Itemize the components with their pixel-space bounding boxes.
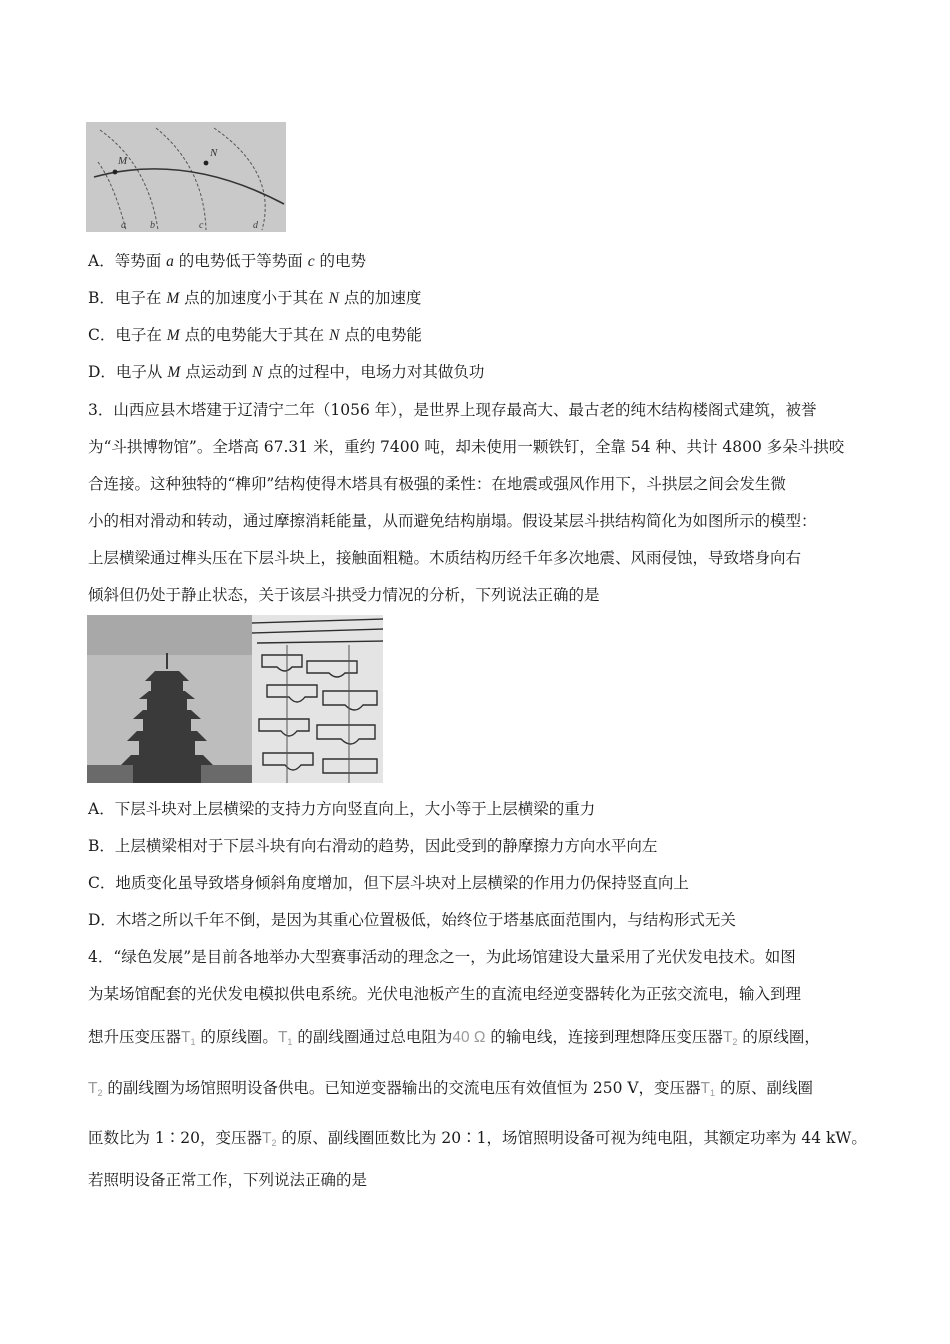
symbol-t1: T [277, 1029, 288, 1046]
label-d: d [253, 220, 258, 231]
q2-option-d: D．电子从 M 点运动到 N 点的过程中，电场力对其做负功 [88, 363, 485, 381]
label-a: a [121, 220, 126, 231]
bracket-background [252, 615, 383, 783]
q3-stem-line-6: 倾斜但仍处于静止状态，关于该层斗拱受力情况的分析，下列说法正确的是 [88, 586, 600, 604]
q3-stem-line-3: 合连接。这种独特的“榫卯”结构使得木塔具有极强的柔性：在地震或强风作用下，斗拱层之间会发生微 [88, 475, 786, 493]
tower-and-bracket-image [87, 615, 383, 783]
q4-stem-line-6: 若照明设备正常工作，下列说法正确的是 [88, 1171, 368, 1189]
q3-stem-line-1: 3．山西应县木塔建于辽清宁二年（1056 年），是世界上现存最高大、最古老的纯木结构楼阁式建筑，被誉 [88, 401, 817, 419]
q3-stem-line-5: 上层横梁通过榫头压在下层斗块上，接触面粗糙。木质结构历经千年多次地震、风雨侵蚀，导致塔身向右 [88, 549, 802, 567]
q3-option-c: C．地质变化虽导致塔身倾斜角度增加，但下层斗块对上层横梁的作用力仍保持竖直向上 [88, 874, 689, 892]
symbol-t1: T [181, 1029, 191, 1046]
symbol-t2: T [88, 1080, 98, 1097]
figure-equipotential [86, 122, 286, 232]
label-c: c [199, 220, 204, 231]
symbol-t2: T [722, 1029, 733, 1046]
q3-stem-line-2: 为“斗拱博物馆”。全塔高 67.31 米，重约 7400 吨，却未使用一颗铁钉，全靠 54 种、共计 4800 多朵斗拱咬 [88, 438, 845, 456]
q4-stem-line-1: 4．“绿色发展”是目前各地举办大型赛事活动的理念之一，为此场馆建设大量采用了光伏发电技术。如图 [88, 948, 796, 966]
q3-option-d: D．木塔之所以千年不倒，是因为其重心位置极低，始终位于塔基底面范围内，与结构形式无关 [88, 911, 736, 929]
q4-stem-line-5: 匝数比为 1∶20，变压器$T_2$ 的原、副线圈匝数比为 20∶1，场馆照明设备可视为纯电阻，其额定功率为 44 kW。 [88, 1129, 867, 1148]
label-n: N [210, 147, 218, 159]
label-b: b [150, 220, 155, 231]
q3-option-b: B．上层横梁相对于下层斗块有向右滑动的趋势，因此受到的静摩擦力方向水平向左 [88, 837, 658, 855]
point-m [113, 170, 118, 175]
q3-stem-line-4: 小的相对滑动和转动，通过摩擦消耗能量，从而避免结构崩塌。假设某层斗拱结构简化为如图所示的模型： [88, 512, 817, 530]
point-n [204, 161, 209, 166]
q4-stem-line-2: 为某场馆配套的光伏发电模拟供电系统。光伏电池板产生的直流电经逆变器转化为正弦交流电，输入到理 [88, 985, 802, 1003]
q2-option-a: A．等势面 a 的电势低于等势面 c 的电势 [88, 252, 367, 270]
label-m: M [118, 155, 128, 167]
q2-option-b: B．电子在 M 点的加速度小于其在 N 点的加速度 [88, 289, 422, 307]
q4-stem-line-3: 想升压变压器$T_1$ 的原线圈。$T_1$ 的副线圈通过总电阻为40 Ω 的输电线，连接到理想降压变压器$T_2$ 的原线圈， [88, 1028, 820, 1047]
figure-wooden-tower [87, 615, 383, 783]
symbol-t2: T [262, 1130, 272, 1147]
diagram-background [86, 122, 286, 232]
q3-option-a: A．下层斗块对上层横梁的支持力方向竖直向上，大小等于上层横梁的重力 [88, 800, 596, 818]
q2-option-c: C．电子在 M 点的电势能大于其在 N 点的电势能 [88, 326, 422, 344]
equipotential-diagram [86, 122, 286, 232]
symbol-t1: T [700, 1080, 711, 1097]
symbol-resistance: 40 Ω [452, 1029, 486, 1046]
q4-stem-line-4: $T_2$ 的副线圈为场馆照明设备供电。已知逆变器输出的交流电压有效值恒为 250 V，变压器$T_1$ 的原、副线圈 [88, 1079, 813, 1098]
